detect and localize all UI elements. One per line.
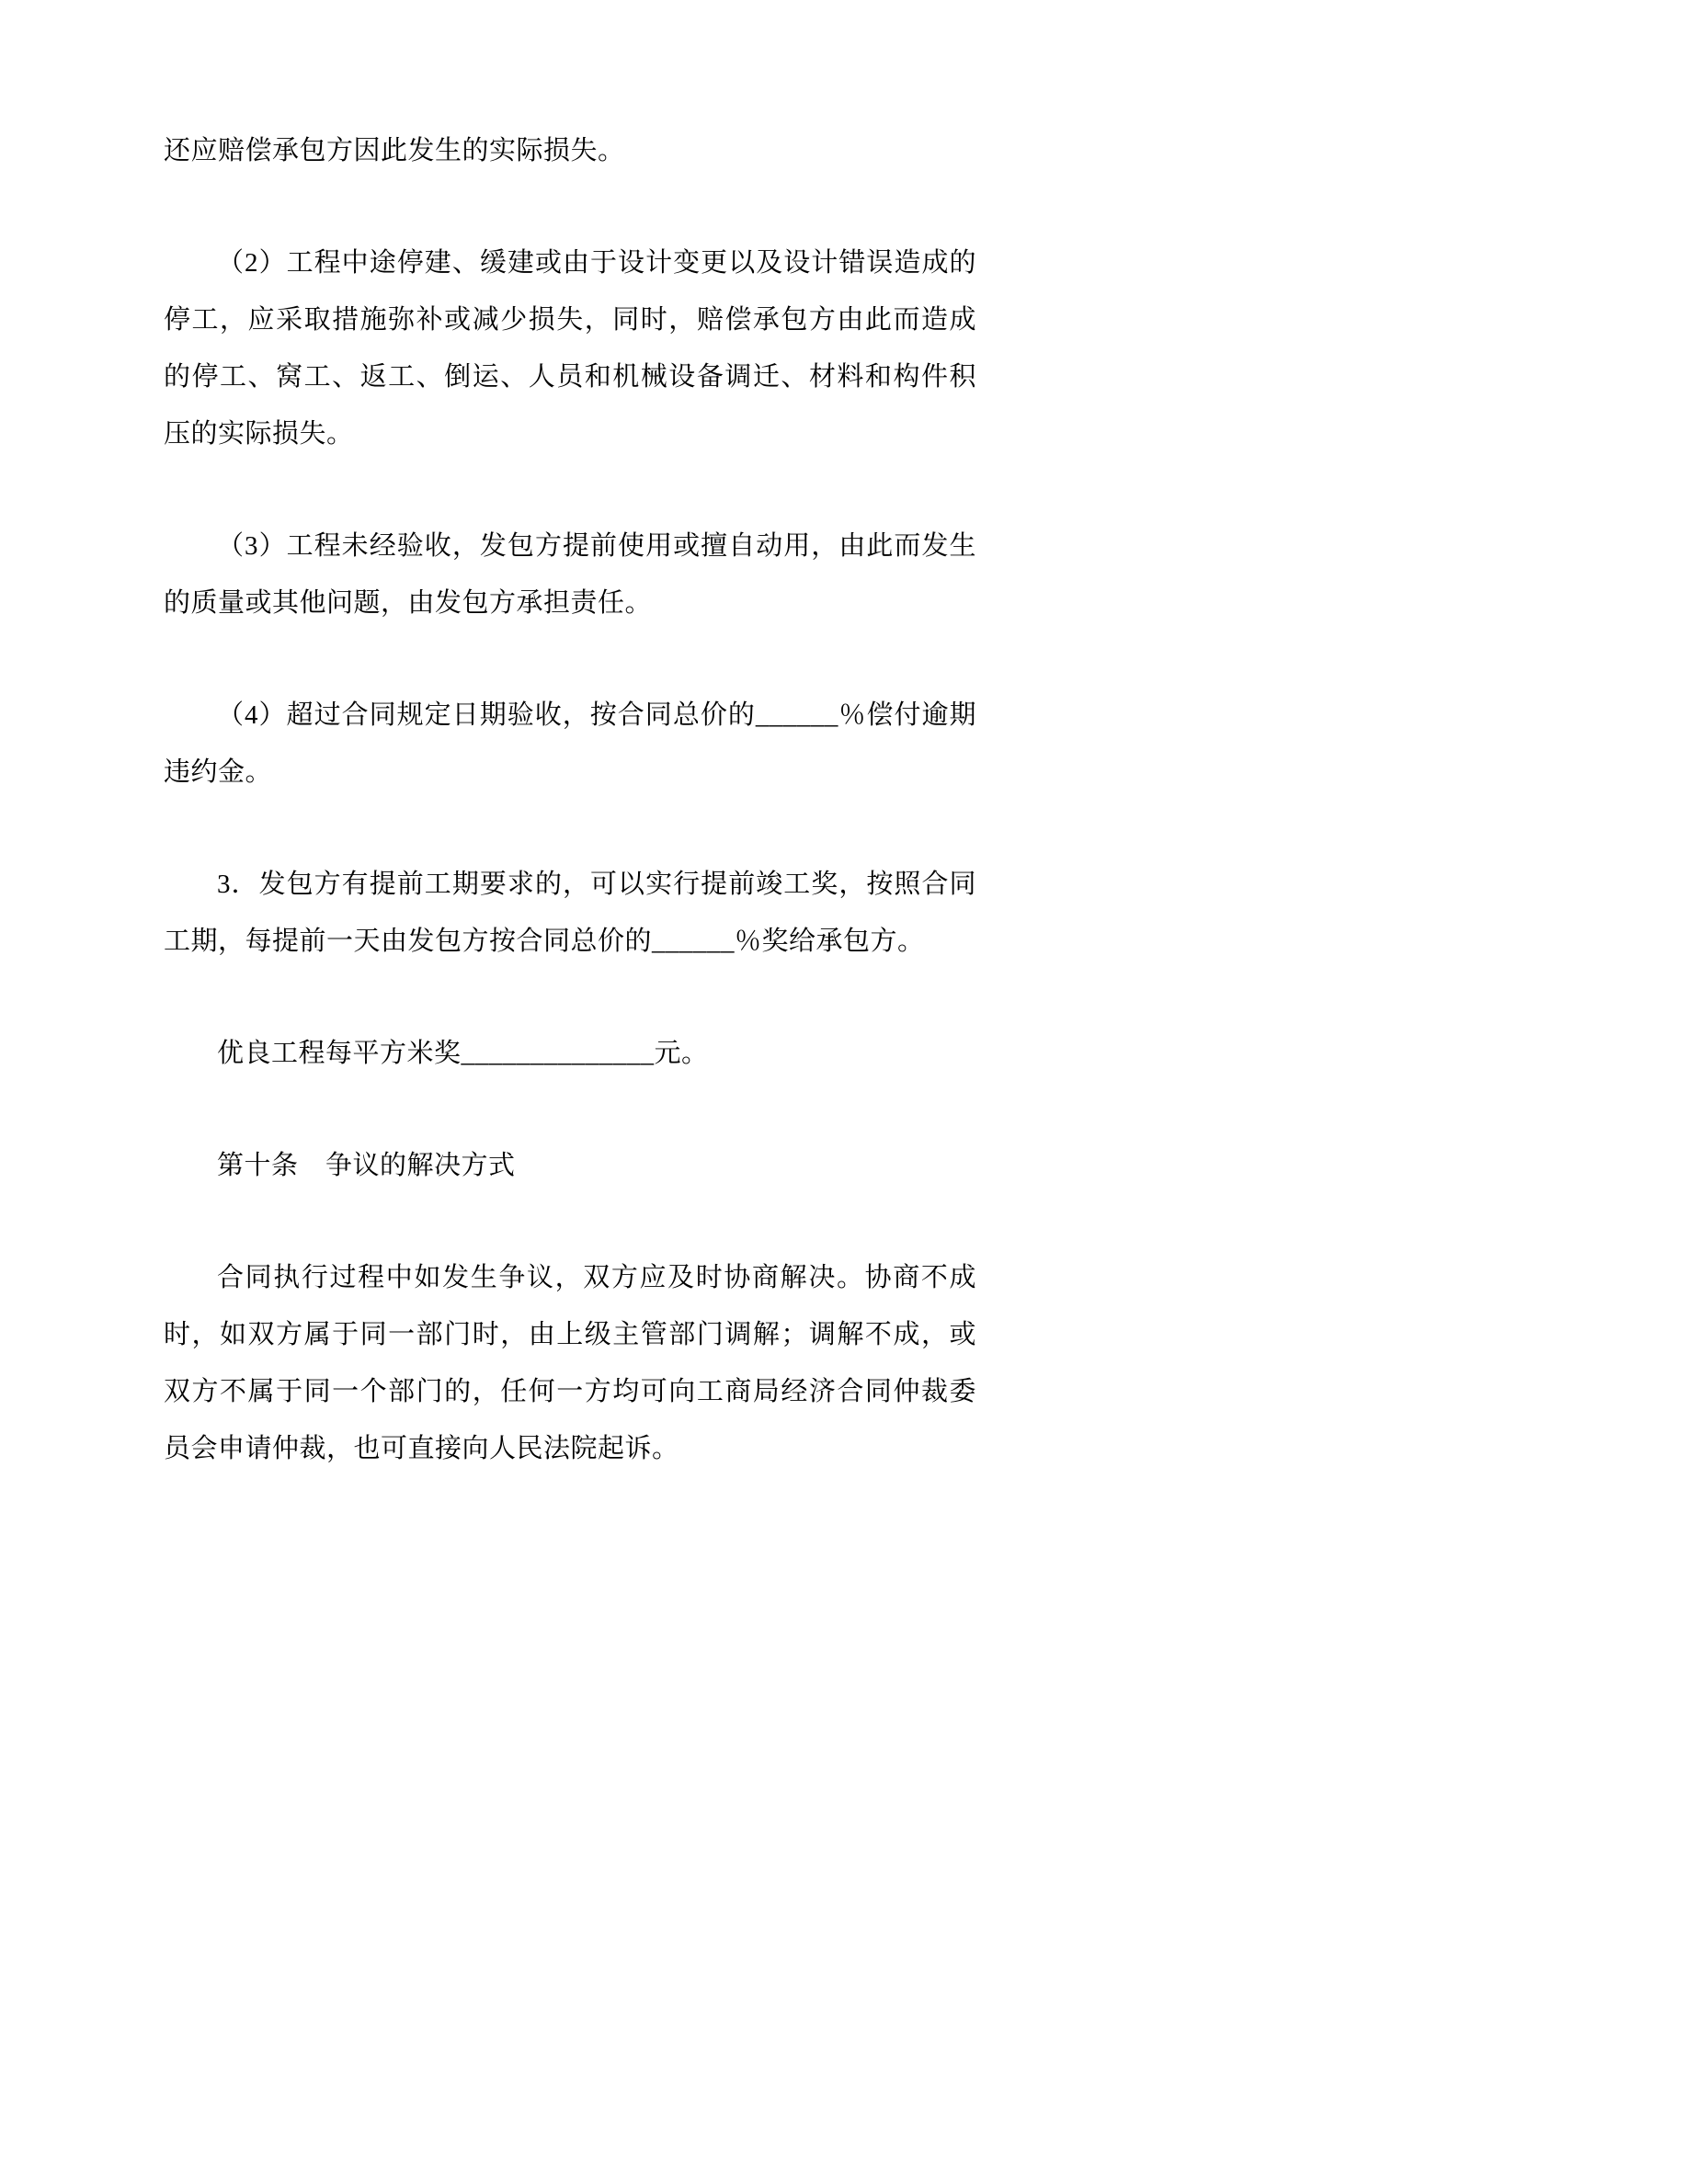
section-heading-article-10: 第十条 争议的解决方式	[217, 1151, 516, 1180]
document-content	[164, 122, 976, 1477]
paragraph-clause-3: （3）工程未经验收，发包方提前使用或擅自动用，由此而发生的质量或其他问题，由发包方承担责任。	[164, 531, 976, 618]
paragraph-item-3: 3．发包方有提前工期要求的，可以实行提前竣工奖，按照合同工期，每提前一天由发包方按合同总价的______％奖给承包方。	[164, 870, 976, 956]
paragraph-clause-4: （4）超过合同规定日期验收，按合同总价的______％偿付逾期违约金。	[164, 700, 976, 787]
paragraph-clause-2: （2）工程中途停建、缓建或由于设计变更以及设计错误造成的停工，应采取措施弥补或减少损失，同时，赔偿承包方由此而造成的停工、窝工、返工、倒运、人员和机械设备调迁、材料和构件积压的实际损失。	[164, 248, 976, 449]
paragraph-dispute-resolution: 合同执行过程中如发生争议，双方应及时协商解决。协商不成时，如双方属于同一部门时，由上级主管部门调解；调解不成，或双方不属于同一个部门的，任何一方均可向工商局经济合同仲裁委员会申请仲裁，也可直接向人民法院起诉。	[164, 1263, 976, 1463]
paragraph-bonus: 优良工程每平方米奖______________元。	[217, 1039, 709, 1068]
paragraph-continuation: 还应赔偿承包方因此发生的实际损失。	[164, 136, 625, 165]
